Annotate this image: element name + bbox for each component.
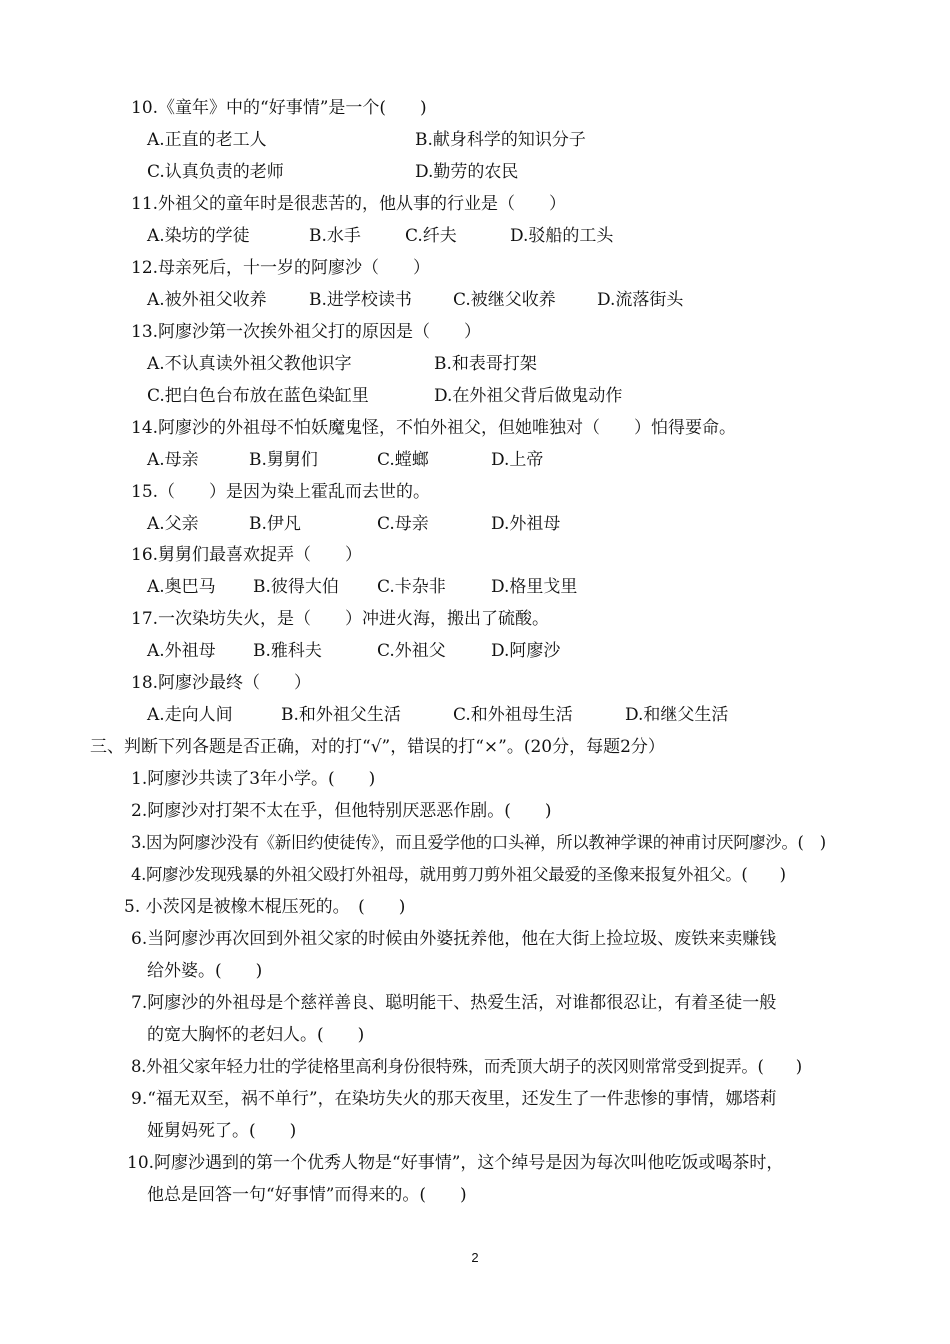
judgment-item: 2.阿廖沙对打架不太在乎，但他特别厌恶恶作剧。( ) (131, 801, 552, 821)
question-14: 14.阿廖沙的外祖母不怕妖魔鬼怪，不怕外祖父，但她唯独对（ ）怕得要命。 (131, 418, 737, 438)
option: D.外祖母 (491, 514, 561, 534)
options-row (147, 703, 728, 727)
option: D.阿廖沙 (491, 641, 561, 661)
option: D.和继父生活 (625, 705, 729, 725)
option: B.雅科夫 (253, 641, 322, 661)
option: C.卡杂非 (377, 577, 446, 597)
question-12: 12.母亲死后，十一岁的阿廖沙（ ） (131, 258, 431, 278)
option: B.彼得大伯 (253, 577, 339, 597)
judgment-item: 9.“福无双至，祸不单行”，在染坊失火的那天夜里，还发生了一件悲惨的事情，娜塔莉 (131, 1089, 777, 1109)
judgment-item-cont: 娅舅妈死了。( ) (147, 1121, 297, 1141)
option: D.格里戈里 (491, 577, 578, 597)
judgment-item: 7.阿廖沙的外祖母是个慈祥善良、聪明能干、热爱生活，对谁都很忍让，有着圣徒一般 (131, 993, 777, 1013)
option: B.舅舅们 (249, 450, 318, 470)
option: A.奥巴马 (147, 577, 216, 597)
option: A.被外祖父收养 (147, 290, 267, 310)
option: A.染坊的学徒 (147, 226, 250, 246)
question-10: 10.《童年》中的“好事情”是一个( ) (131, 98, 427, 118)
option: C.和外祖母生活 (453, 705, 573, 725)
page-number: 2 (471, 1250, 479, 1265)
option: B.和表哥打架 (434, 354, 537, 374)
options-row (147, 160, 518, 184)
judgment-item-cont: 他总是回答一句“好事情”而得来的。( ) (147, 1185, 467, 1205)
option: C.纤夫 (405, 226, 457, 246)
option: A.父亲 (147, 514, 199, 534)
section-title: 三、判断下列各题是否正确，对的打“√”，错误的打“×”。(20分，每题2分） (90, 737, 665, 757)
question-11: 11.外祖父的童年时是很悲苦的，他从事的行业是（ ） (131, 194, 567, 214)
options-row (147, 288, 683, 312)
option: A.外祖母 (147, 641, 216, 661)
option: D.在外祖父背后做鬼动作 (434, 386, 623, 406)
judgment-item: 4.阿廖沙发现残暴的外祖父殴打外祖母，就用剪刀剪外祖父最爱的圣像来报复外祖父。( ) (131, 865, 786, 884)
options-row (147, 575, 577, 599)
option: C.把白色台布放在蓝色染缸里 (147, 386, 369, 406)
option: B.献身科学的知识分子 (415, 130, 586, 150)
judgment-item-cont: 的宽大胸怀的老妇人。( ) (147, 1025, 365, 1045)
judgment-item: 3.因为阿廖沙没有《新旧约使徒传》，而且爱学他的口头禅，所以教神学课的神甫讨厌阿廖沙。( ) (131, 833, 826, 852)
option: A.母亲 (147, 450, 199, 470)
judgment-item: 1.阿廖沙共读了3年小学。( ) (131, 769, 376, 789)
judgment-item: 5. 小茨冈是被橡木棍压死的。 ( ) (124, 897, 406, 917)
option: A.走向人间 (147, 705, 233, 725)
judgment-item: 10.阿廖沙遇到的第一个优秀人物是“好事情”，这个绰号是因为每次叫他吃饭或喝茶时， (127, 1153, 784, 1173)
question-15: 15.（ ）是因为染上霍乱而去世的。 (131, 482, 431, 502)
judgment-item: 8.外祖父家年轻力壮的学徒格里高利身份很特殊，而秃顶大胡子的茨冈则常常受到捉弄。( ) (131, 1057, 802, 1076)
options-row (147, 384, 622, 408)
option: C.认真负责的老师 (147, 162, 284, 182)
option: C.外祖父 (377, 641, 446, 661)
question-17: 17.一次染坊失火，是（ ）冲进火海，搬出了硫酸。 (131, 609, 550, 629)
option: C.母亲 (377, 514, 429, 534)
option: D.上帝 (491, 450, 544, 470)
options-row (147, 448, 543, 472)
option: C.被继父收养 (453, 290, 556, 310)
option: D.流落街头 (597, 290, 684, 310)
options-row (147, 639, 560, 663)
option: B.水手 (309, 226, 361, 246)
question-18: 18.阿廖沙最终（ ） (131, 673, 312, 693)
option: B.和外祖父生活 (281, 705, 401, 725)
question-13: 13.阿廖沙第一次挨外祖父打的原因是（ ） (131, 322, 482, 342)
option: A.不认真读外祖父教他识字 (147, 354, 352, 374)
option: B.伊凡 (249, 514, 301, 534)
options-row (147, 224, 613, 248)
option: D.驳船的工头 (510, 226, 614, 246)
option: C.螳螂 (377, 450, 429, 470)
option: A.正直的老工人 (147, 130, 267, 150)
options-row (147, 352, 537, 376)
options-row (147, 128, 586, 152)
option: D.勤劳的农民 (415, 162, 519, 182)
option: B.进学校读书 (309, 290, 412, 310)
options-row (147, 512, 560, 536)
judgment-item: 6.当阿廖沙再次回到外祖父家的时候由外婆抚养他，他在大街上捡垃圾、废铁来卖赚钱 (131, 929, 777, 949)
question-16: 16.舅舅们最喜欢捉弄（ ） (131, 545, 363, 565)
judgment-item-cont: 给外婆。( ) (147, 961, 263, 981)
